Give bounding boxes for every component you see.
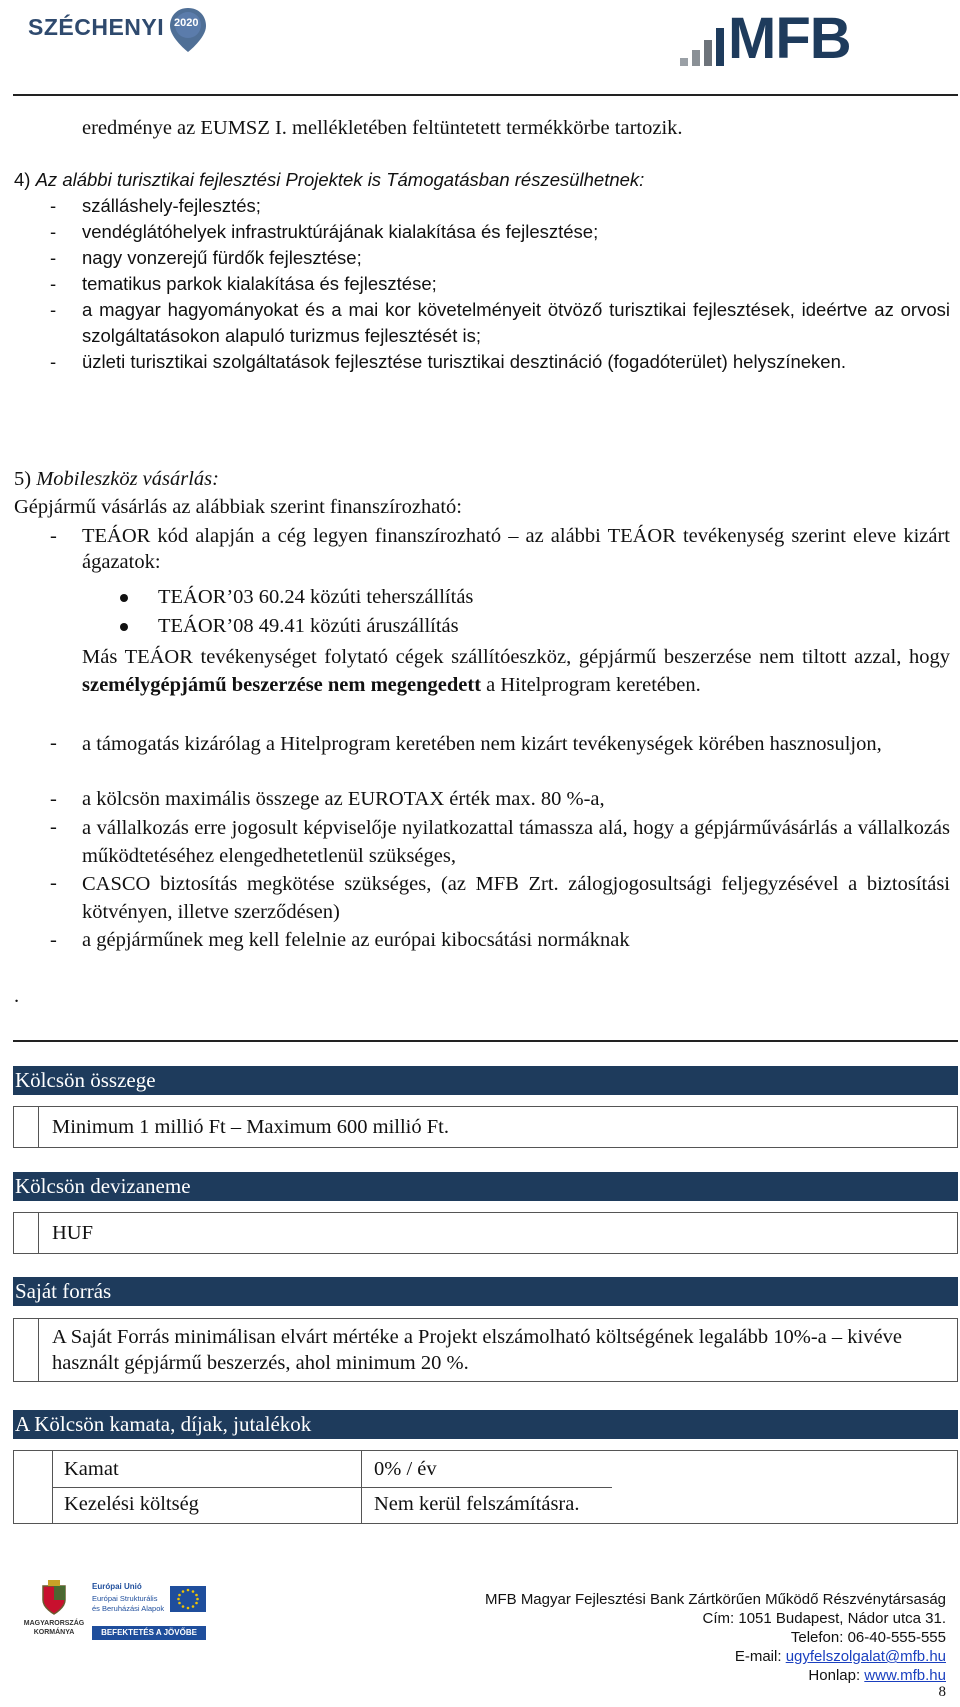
list-dash: - [50,273,57,294]
bullet-dot [120,594,128,602]
section5-subtitle: Gépjármű vásárlás az alábbiak szerint finanszírozható: [14,496,462,518]
loan-amount-title: Kölcsön összege [13,1066,958,1095]
list-item: szálláshely-fejlesztés; [82,195,261,216]
list-dash: - [50,299,57,320]
eu-line3: és Beruházási Alapok [92,1604,165,1613]
list-dash: - [50,351,57,372]
table-row [14,1451,957,1487]
eu-flag-icon [170,1586,206,1612]
szechenyi-logo [28,6,208,54]
eu-slogan: BEFEKTETÉS A JÖVŐBE [92,1626,206,1640]
box-divider [38,1319,39,1381]
own-source-value: A Saját Forrás minimálisan elvárt mértéke a Projekt elszámolható költségének legalább 10%-a – kivéve használt gépjármű beszerzés, ahol minimum 20 %. [52,1326,902,1374]
section4-number: 4) [14,169,31,190]
section-divider [13,1040,958,1042]
table-row [14,1488,957,1524]
fee-value: 0% / év [374,1458,437,1480]
list-dash: - [50,221,57,242]
mfb-logo-text: MFB [728,6,851,71]
own-source-box [13,1318,958,1382]
vehicle-restriction: személygépjámű beszerzése nem megengedett [82,674,482,696]
mfb-bars-icon [672,12,732,70]
eu-logo [92,1582,206,1642]
fee-label: Kamat [64,1458,119,1480]
currency-box [13,1212,958,1254]
list-item: nagy vonzerejű fürdők fejlesztése; [82,247,362,268]
list-item: a kölcsön maximális összege az EUROTAX érték max. 80 %-a, [82,788,605,810]
vehicle-paragraph: Más TEÁOR tevékenységet folytató cégek szállítóeszköz, gépjármű beszerzése nem tiltott azzal, hogy személygépjámű beszerzése nem megengedett a Hitelprogram keretében. [82,646,950,696]
eu-line1: Európai Unió [92,1582,142,1591]
footer-web-label: Honlap: [808,1667,861,1684]
page-number: 8 [938,1684,946,1700]
list-dash: - [50,247,57,268]
szechenyi-year: 2020 [174,17,199,29]
bullet-item: TEÁOR’03 60.24 közúti teherszállítás [158,586,474,608]
loan-amount-box [13,1106,958,1148]
list-dash: - [50,732,57,754]
gov-logo [20,1578,88,1642]
eu-line2: Európai Strukturális [92,1594,158,1603]
szechenyi-logo-text: SZÉCHENYI [28,14,165,40]
website-link[interactable]: www.mfb.hu [864,1667,946,1684]
footer-email-label: E-mail: [734,1648,782,1665]
footer-email-line [246,1647,946,1666]
loan-amount-value: Minimum 1 millió Ft – Maximum 600 millió Ft. [52,1116,449,1138]
currency-title: Kölcsön devizaneme [13,1172,958,1201]
footer-company: MFB Magyar Fejlesztési Bank Zártkörűen Működő Részvénytársaság [484,1591,946,1608]
header-rule [13,94,958,96]
list-item: CASCO biztosítás megkötése szükséges, (az MFB Zrt. zálogjogosultsági feljegyzésével a biztosítási kötvényen, illetve szerződésen) [82,873,950,923]
footer-phone: Telefon: 06-40-555-555 [790,1629,946,1646]
list-item: TEÁOR kód alapján a cég legyen finanszírozható – az alábbi TEÁOR tevékenység szerint eleve kizárt ágazatok: [82,525,950,573]
section5-number: 5) [14,468,32,490]
stray-dot: . [14,985,20,1007]
list-dash: - [50,195,57,216]
list-dash: - [50,816,57,838]
fee-label: Kezelési költség [64,1493,199,1515]
fees-table [13,1450,958,1524]
list-dash: - [50,872,57,894]
footer-contact [246,1590,946,1685]
pin-icon [168,6,208,54]
list-item: a vállalkozás erre jogosult képviselője nyilatkozattal támassza alá, hogy a gépjárművásárlás a vállalkozás működtetéséhez elengedhetetlenül szükséges, [82,817,950,867]
email-link[interactable]: ugyfelszolgalat@mfb.hu [785,1648,946,1665]
section4-heading [14,167,644,193]
box-divider [38,1213,39,1253]
footer-address: Cím: 1051 Budapest, Nádor utca 31. [702,1610,946,1627]
fee-value: Nem kerül felszámításra. [374,1493,580,1515]
mfb-logo [672,6,872,71]
footer-web-line [246,1666,946,1685]
bullet-dot [120,623,128,631]
bullet-item: TEÁOR’08 49.41 közúti áruszállítás [158,615,459,637]
intro-line: eredménye az EUMSZ I. mellékletében feltüntetett termékkörbe tartozik. [82,117,683,139]
gov-logo-text: MAGYARORSZÁG KORMÁNYA [23,1620,85,1636]
section4-title: Az alábbi turisztikai fejlesztési Projektek is Támogatásban részesülhetnek: [35,169,645,190]
list-item: a gépjárműnek meg kell felelnie az európai kibocsátási normáknak [82,929,630,951]
box-divider [38,1107,39,1147]
currency-value: HUF [52,1222,94,1244]
list-dash: - [50,525,57,547]
list-dash: - [50,788,57,810]
list-item: tematikus parkok kialakítása és fejlesztése; [82,273,437,294]
section5-heading [14,466,219,492]
coat-of-arms-icon [37,1578,71,1616]
list-item: a támogatás kizárólag a Hitelprogram keretében nem kizárt tevékenységek körében hasznosuljon, [82,733,882,755]
own-source-title: Saját forrás [13,1277,958,1306]
fees-title: A Kölcsön kamata, díjak, jutalékok [13,1410,958,1439]
list-item: üzleti turisztikai szolgáltatások fejlesztése turisztikai desztináció (fogadóterület) helyszíneken. [82,351,847,372]
list-item: vendéglátóhelyek infrastruktúrájának kialakítása és fejlesztése; [82,221,599,242]
list-item: a magyar hagyományokat és a mai kor követelményeit ötvöző turisztikai fejlesztések, ideértve az orvosi szolgáltatásokon alapuló turizmus fejlesztését is; [82,299,950,346]
list-dash: - [50,929,57,951]
section5-title: Mobileszköz vásárlás: [36,468,219,490]
